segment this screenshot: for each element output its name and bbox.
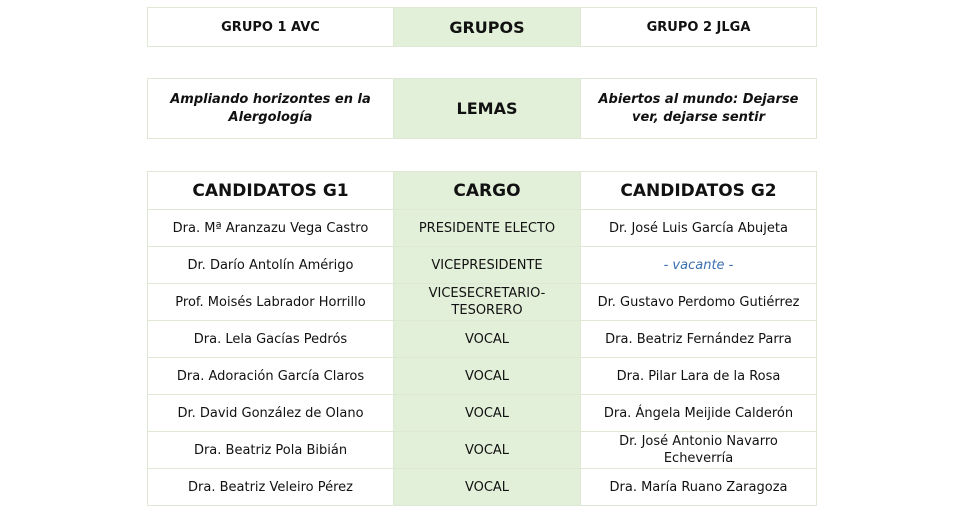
cargo-header: CARGO [394,172,581,210]
cargo-cell: VOCAL [394,358,581,395]
candidate-g2: Dra. María Ruano Zaragoza [581,469,817,506]
candidates-table [147,171,817,506]
table-row [148,469,817,506]
table-row [148,210,817,247]
group-2-label: GRUPO 2 JLGA [581,8,817,47]
candidate-g2: Dr. José Antonio Navarro Echeverría [581,432,817,469]
cargo-cell: PRESIDENTE ELECTO [394,210,581,247]
cargo-cell: VOCAL [394,469,581,506]
candidate-g1: Dr. David González de Olano [148,395,394,432]
cargo-cell: VICEPRESIDENTE [394,247,581,284]
cargo-cell: VOCAL [394,432,581,469]
candidate-g2: Dra. Beatriz Fernández Parra [581,321,817,358]
candidate-g1: Prof. Moisés Labrador Horrillo [148,284,394,321]
candidate-g1: Dra. Mª Aranzazu Vega Castro [148,210,394,247]
groups-heading: GRUPOS [394,8,581,47]
group-1-label: GRUPO 1 AVC [148,8,394,47]
table-row [148,247,817,284]
groups-row [148,8,817,47]
table-row [148,321,817,358]
table-row [148,395,817,432]
candidate-g2: Dra. Pilar Lara de la Rosa [581,358,817,395]
candidates-g2-header: CANDIDATOS G2 [581,172,817,210]
table-row [148,432,817,469]
candidate-g1: Dra. Beatriz Pola Bibián [148,432,394,469]
candidate-g1: Dra. Beatriz Veleiro Pérez [148,469,394,506]
group-1-motto: Ampliando horizontes en la Alergología [148,79,394,139]
candidates-g1-header: CANDIDATOS G1 [148,172,394,210]
table-row [148,358,817,395]
candidate-g2-vacant: - vacante - [581,247,817,284]
mottos-heading: LEMAS [394,79,581,139]
candidate-g1: Dr. Darío Antolín Amérigo [148,247,394,284]
table-row [148,284,817,321]
cargo-cell: VICESECRETARIO-TESORERO [394,284,581,321]
candidate-g2: Dra. Ángela Meijide Calderón [581,395,817,432]
mottos-table [147,78,817,139]
groups-table [147,7,817,47]
cargo-cell: VOCAL [394,395,581,432]
candidates-header-row [148,172,817,210]
group-2-motto: Abiertos al mundo: Dejarse ver, dejarse sentir [581,79,817,139]
candidate-g1: Dra. Adoración García Claros [148,358,394,395]
candidate-g2: Dr. José Luis García Abujeta [581,210,817,247]
candidate-g2: Dr. Gustavo Perdomo Gutiérrez [581,284,817,321]
mottos-row [148,79,817,139]
cargo-cell: VOCAL [394,321,581,358]
candidate-g1: Dra. Lela Gacías Pedrós [148,321,394,358]
